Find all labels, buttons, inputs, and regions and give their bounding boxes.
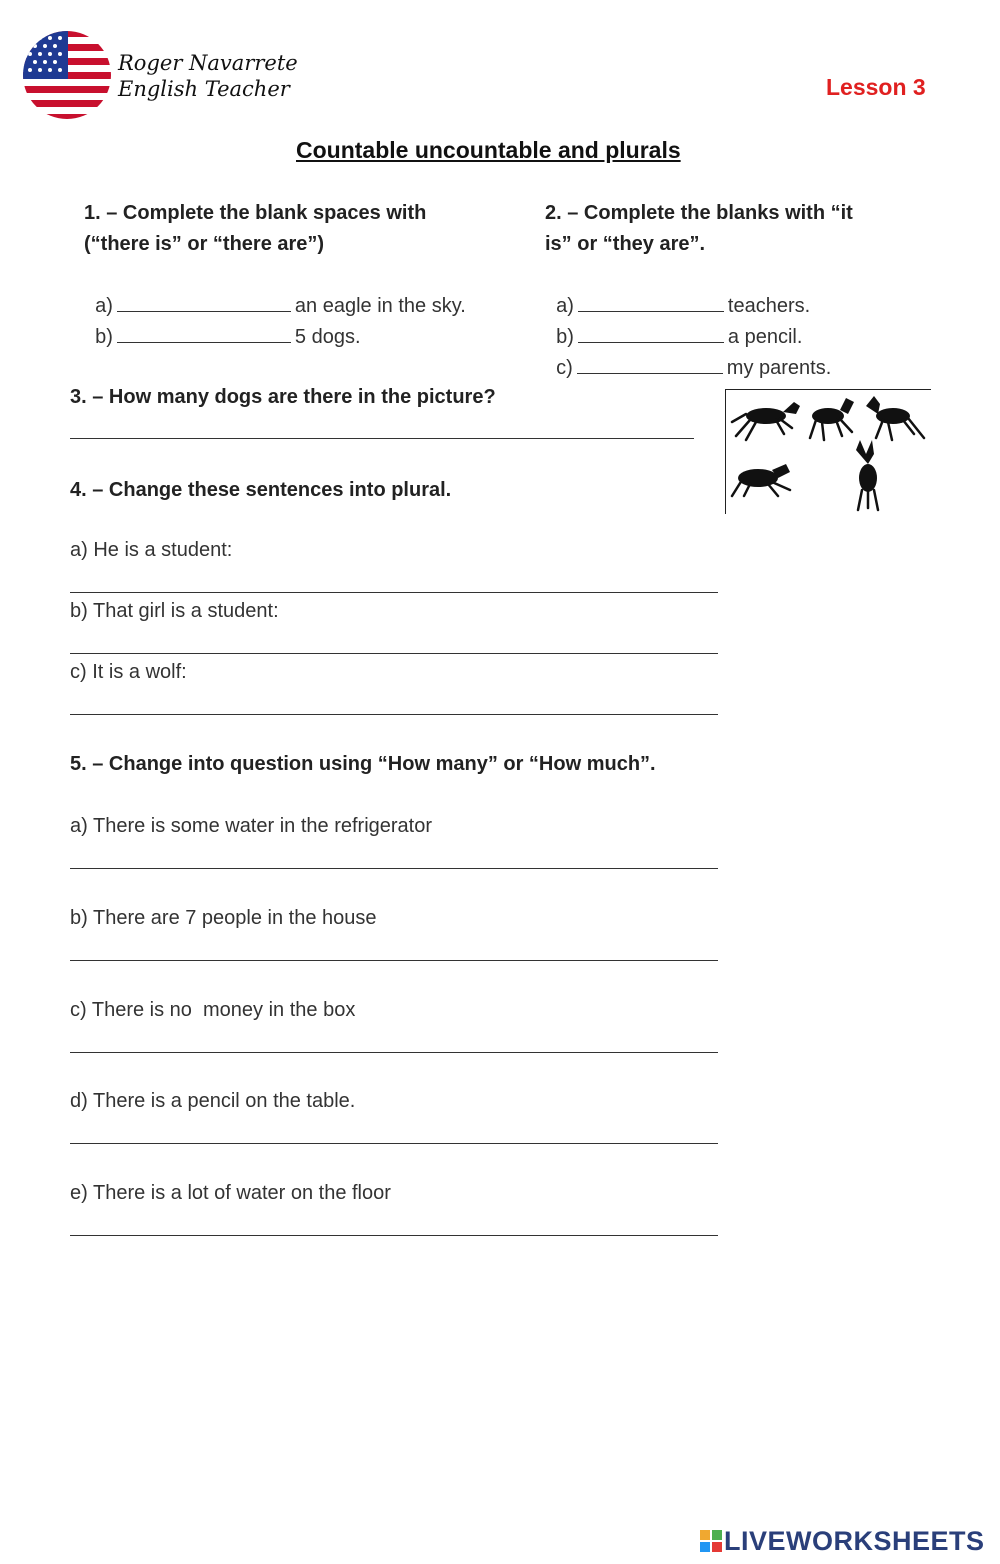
liveworksheets-text: LIVEWORKSHEETS (724, 1526, 985, 1556)
ex4-item-c: c) It is a wolf: (70, 661, 187, 683)
ex3-question: 3. – How many dogs are there in the picture? (70, 386, 496, 408)
ex1-item-b-text: 5 dogs. (294, 326, 361, 348)
ex1-item-a-label: a) (95, 295, 113, 317)
ex4-answer-line-b[interactable] (70, 653, 718, 654)
ex2-item-c-text: my parents. (726, 357, 832, 379)
ex2-item-a-text: teachers. (727, 295, 811, 317)
ex1-item-a-text: an eagle in the sky. (294, 295, 466, 317)
liveworksheets-logo-icon (700, 1530, 722, 1552)
ex2-item-c-label: c) (556, 357, 573, 379)
ex5-item-b: b) There are 7 people in the house (70, 907, 377, 929)
teacher-info (118, 50, 298, 102)
ex4-answer-line-c[interactable] (70, 714, 718, 715)
us-flag-logo (22, 30, 112, 120)
ex2-instruction-line2: is” or “they are”. (545, 233, 706, 255)
ex4-item-b: b) That girl is a student: (70, 600, 279, 622)
ex1-item-b-label: b) (95, 326, 113, 348)
ex5-item-a: a) There is some water in the refrigerator (70, 815, 433, 837)
lesson-label: Lesson 3 (826, 74, 926, 100)
ex5-item-e: e) There is a lot of water on the floor (70, 1182, 391, 1204)
ex1-blank-b[interactable] (117, 324, 291, 343)
ex5-item-c: c) There is no money in the box (70, 999, 356, 1021)
ex1-item-b (84, 291, 361, 353)
ex2-item-a-label: a) (556, 295, 574, 317)
ex3-answer-line[interactable] (70, 438, 694, 439)
ex2-item-b-text: a pencil. (727, 326, 803, 348)
ex4-answer-line-a[interactable] (70, 592, 718, 593)
worksheet-title: Countable uncountable and plurals (296, 137, 681, 163)
ex5-answer-line-c[interactable] (70, 1052, 718, 1053)
ex5-answer-line-e[interactable] (70, 1235, 718, 1236)
ex2-blank-c[interactable] (577, 355, 723, 374)
ex1-instruction-line1: 1. – Complete the blank spaces with (84, 202, 427, 224)
dogs-silhouettes-image (728, 392, 930, 514)
ex5-answer-line-a[interactable] (70, 868, 718, 869)
teacher-role: English Teacher (118, 77, 290, 101)
ex2-instruction-line1: 2. – Complete the blanks with “it (545, 202, 853, 224)
ex2-item-c (545, 322, 831, 384)
ex5-answer-line-b[interactable] (70, 960, 718, 961)
ex4-instruction: 4. – Change these sentences into plural. (70, 479, 452, 501)
ex5-instruction: 5. – Change into question using “How many” or “How much”. (70, 753, 656, 775)
ex5-item-d: d) There is a pencil on the table. (70, 1090, 356, 1112)
ex2-item-b-label: b) (556, 326, 574, 348)
teacher-name: Roger Navarrete (118, 51, 298, 75)
ex4-item-a: a) He is a student: (70, 539, 233, 561)
liveworksheets-brand (700, 1526, 985, 1557)
ex5-answer-line-d[interactable] (70, 1143, 718, 1144)
ex1-instruction-line2: (“there is” or “there are”) (84, 233, 325, 255)
